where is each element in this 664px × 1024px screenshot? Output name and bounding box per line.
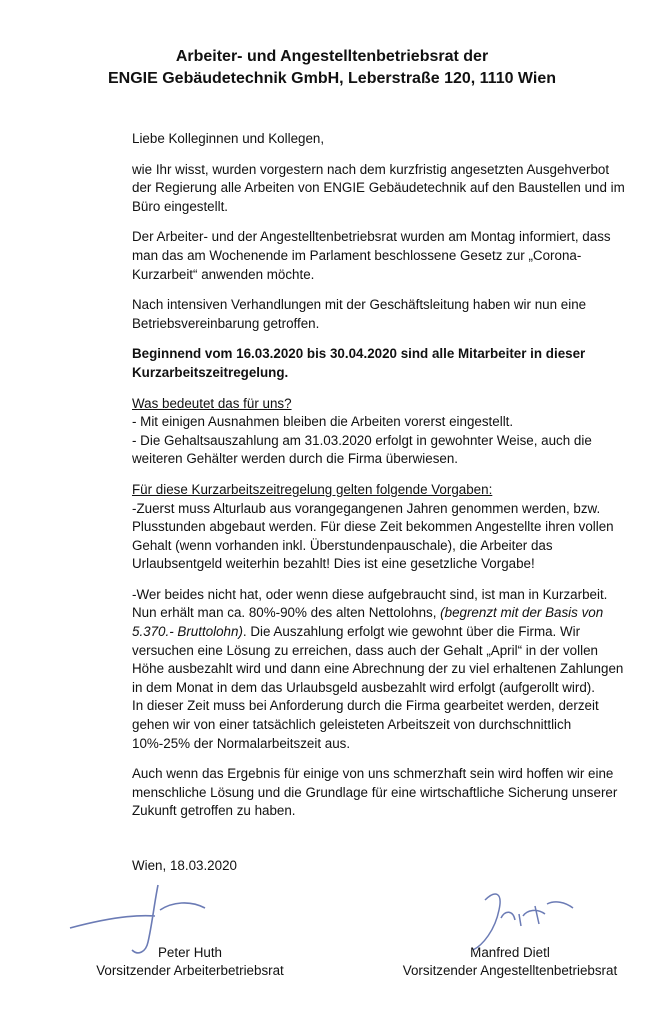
letter-header [0, 46, 664, 90]
section-2-heading: Für diese Kurzarbeitszeitregelung gelten folgende Vorgaben: [132, 481, 493, 497]
section-1-line-1: - Mit einigen Ausnahmen bleiben die Arbeiten vorerst eingestellt. [132, 414, 514, 430]
signature-right [370, 944, 650, 980]
section-2-paragraph-2 [132, 586, 632, 753]
paragraph-3: Nach intensiven Verhandlungen mit der Geschäftsleitung haben wir nun eine Betriebsvereinbarung getroffen. [132, 297, 587, 331]
letter-date: Wien, 18.03.2020 [132, 858, 237, 873]
greeting: Liebe Kolleginnen und Kollegen, [132, 131, 325, 146]
header-line-2: ENGIE Gebäudetechnik GmbH, Leberstraße 120, 1110 Wien [107, 70, 557, 87]
signer-role: Vorsitzender Arbeiterbetriebsrat [96, 963, 284, 978]
section-2-italic-note: (begrenzt mit der Basis von 5.370.- Bruttolohn) [132, 605, 604, 640]
signer-name: Peter Huth [157, 945, 222, 960]
section-2 [132, 481, 632, 574]
closing-paragraph: Auch wenn das Ergebnis für einige von uns schmerzhaft sein wird hoffen wir eine menschliche Lösung und die Grundlage für eine wirtschaftliche Sicherung unserer Zukunft getroffen zu haben. [132, 766, 618, 819]
paragraph-2: Der Arbeiter- und der Angestelltenbetriebsrat wurden am Montag informiert, dass man das am Wochenende im Parlament beschlossene Gesetz zur „Corona-Kurzarbeit“ anwenden möchte. [132, 229, 611, 282]
section-2-text-a: -Wer beides nicht hat, oder wenn diese aufgebraucht sind, ist man in Kurzarbeit. Nun erhält man ca. 80%-90% des alten Nettolohns, [132, 586, 608, 621]
signature-left [70, 944, 310, 980]
letter-body [132, 130, 632, 833]
section-1-line-2: - Die Gehaltsauszahlung am 31.03.2020 erfolgt in gewohnter Weise, auch die weiteren Gehälter werden durch die Firma überwiesen. [132, 432, 592, 467]
bold-statement: Beginnend vom 16.03.2020 bis 30.04.2020 sind alle Mitarbeiter in dieser Kurzarbeitszeitregelung. [132, 346, 586, 380]
header-line-1: Arbeiter- und Angestelltenbetriebsrat der [175, 48, 489, 65]
signer-name: Manfred Dietl [470, 945, 550, 960]
section-2-paragraph-3: In dieser Zeit muss bei Anforderung durch die Firma gearbeitet werden, derzeit gehen wir von einer tatsächlich geleisteten Arbeitszeit von durchschnittlich 10%-25% der Normalarbeitszeit aus. [132, 698, 599, 751]
signer-role: Vorsitzender Angestelltenbetriebsrat [402, 963, 618, 978]
section-2-paragraph-1: -Zuerst muss Alturlaub aus vorangegangenen Jahren genommen werden, bzw. Plusstunden abgebaut werden. Für diese Zeit bekommen Angestellte ihren vollen Gehalt (wenn vorhanden inkl. Überstundenpauschale), die Arbeiter das Urlaubsentgeld weiterhin bezahlt! Dies ist eine gesetzliche Vorgabe! [132, 500, 614, 572]
paragraph-1: wie Ihr wisst, wurden vorgestern nach dem kurzfristig angesetzten Ausgehverbot der Regierung alle Arbeiten von ENGIE Gebäudetechnik auf den Baustellen und im Büro eingestellt. [132, 161, 625, 214]
section-1 [132, 395, 632, 469]
section-2-text-b: . Die Auszahlung erfolgt wie gewohnt über die Firma. Wir versuchen eine Lösung zu erreichen, dass auch der Gehalt „April“ in der vollen Höhe ausbezahlt wird und dann eine Abrechnung der zu viel erhaltenen Zahlungen in dem Monat in dem das Urlaubsgeld ausbezahlt wird erfolgt (aufgerollt wird). [132, 624, 624, 695]
section-1-heading: Was bedeutet das für uns? [132, 395, 292, 411]
